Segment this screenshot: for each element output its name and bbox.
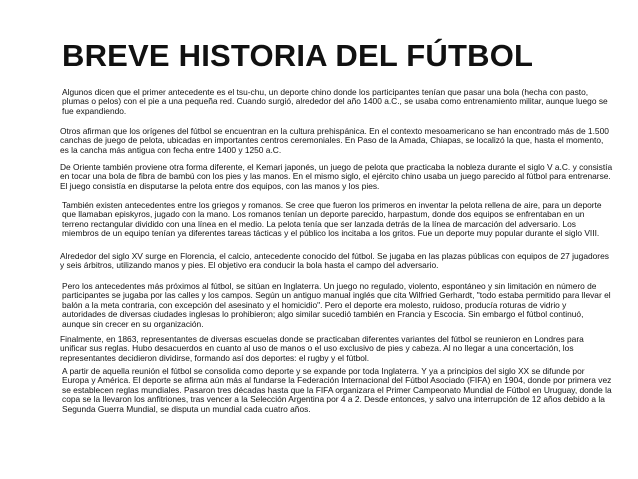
paragraph-tsu-chu: Algunos dicen que el primer antecedente es el tsu-chu, un deporte chino donde los participantes tenían que pasar una bola (hecha con pasto, plumas o pelos) con el pie a una pequeña red. Cuando surgió, alrededor del año 1400 a.C., se usaba como entrenamiento militar, aunque luego se fue expandiendo. <box>62 87 608 116</box>
paragraph-kemari: De Oriente también proviene otra forma diferente, el Kemari japonés, un juego de pelota que practicaba la nobleza durante el siglo V a.C. y consistía en tocar una bola de fibra de bambú con los pies y las manos. En el mismo siglo, el ejército chino usaba un juego parecido al fútbol para entrenarse. El juego consistía en disputarse la pelota entre dos equipos, con las manos y los pies. <box>60 162 613 191</box>
paragraph-1863: Finalmente, en 1863, representantes de diversas escuelas donde se practicaban diferentes variantes del fútbol se reunieron en Londres para unificar sus reglas. Hubo desacuerdos en cuanto al uso de manos o el uso exclusivo de pies y cabeza. Al no llegar a una concertación, los representantes decidieron dividirse, formando así dos deportes: el rugby y el fútbol. <box>60 334 584 363</box>
page-title: BREVE HISTORIA DEL FÚTBOL <box>62 38 534 73</box>
paragraph-greeks-romans: También existen antecedentes entre los griegos y romanos. Se cree que fueron los primeros en inventar la pelota rellena de aire, para un deporte que llamaban episkyros, jugado con la mano. Los romanos tenían un deporte parecido, harpastum, donde dos equipos se enfrentaban en un terreno rectangular dividido con una línea en el medio. La pelota tenía que ser lanzada detrás de la línea de marcación del adversario. Los miembros de un equipo tenían ya diferentes tareas tácticas y el público los incitaba a los gritos. Fue un deporte muy popular durante el siglo VIII. <box>62 200 602 239</box>
paragraph-fifa: A partir de aquella reunión el fútbol se consolida como deporte y se expande por toda Inglaterra. Y ya a principios del siglo XX se difunde por Europa y América. El deporte se afirma aún más al fundarse la Federación Internacional del Fútbol Asociado (FIFA) en 1904, donde por primera vez se establecen reglas mundiales. Pasaron tres décadas hasta que la FIFA organizara el Primer Campeonato Mundial de Fútbol en Uruguay, donde la copa se la llevaron los anfitriones, tras vencer a la Selección Argentina por 4 a 2. Desde entonces, y salvo una interrupción de 12 años debido a la Segunda Guerra Mundial, se disputa un mundial cada cuatro años. <box>62 366 612 414</box>
paragraph-calcio: Alrededor del siglo XV surge en Florencia, el calcio, antecedente conocido del fútbol. Se jugaba en las plazas públicas con equipos de 27 jugadores y seis árbitros, utilizando manos y pies. El objetivo era conducir la bola hasta el campo del adversario. <box>60 251 609 271</box>
paragraph-england: Pero los antecedentes más próximos al fútbol, se sitúan en Inglaterra. Un juego no regulado, violento, espontáneo y sin limitación en número de participantes se jugaba por las calles y los campos. Según un antiguo manual inglés que cita Wilfried Gerhardt, "todo estaba permitido para llevar el balón a la meta contraria, con excepción del asesinato y el homicidio". Pero el deporte era molesto, ruidoso, producía roturas de vidrio y autoridades de diversas ciudades inglesas lo prohibieron; algo similar sucedió también en Francia y Escocia. Sin embargo el fútbol continuó, aunque sin crecer en su organización. <box>62 281 611 329</box>
paragraph-prehispanic: Otros afirman que los orígenes del fútbol se encuentran en la cultura prehispánica. En el contexto mesoamericano se han encontrado más de 1.500 canchas de juego de pelota, ubicadas en importantes centros ceremoniales. En Paso de la Amada, Chiapas, se localizó la que, hasta el momento, es la cancha más antigua con fecha entre 1400 y 1250 a.C. <box>60 126 609 155</box>
